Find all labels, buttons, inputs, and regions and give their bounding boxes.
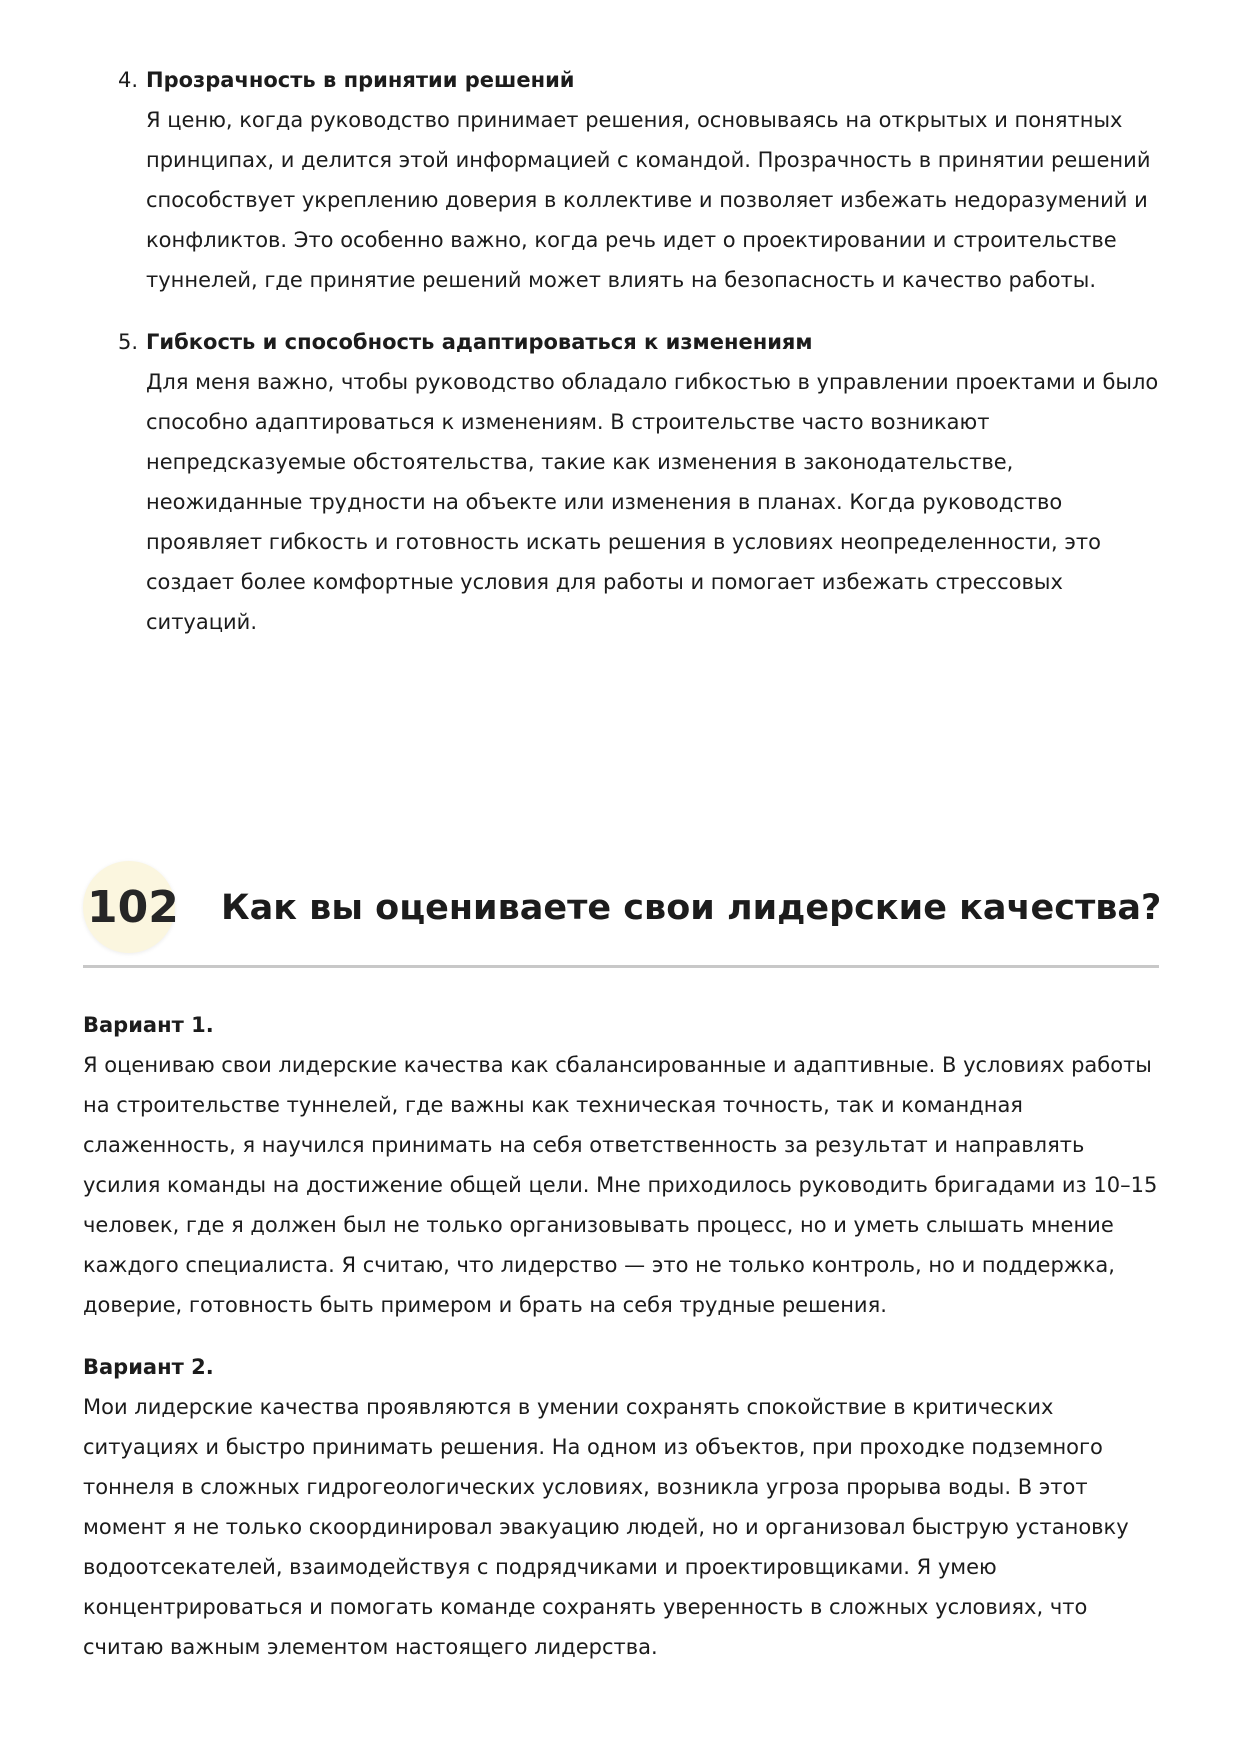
numbered-list <box>110 60 1170 664</box>
answer-variant <box>83 1347 1163 1667</box>
list-item-number: 4. <box>118 68 139 92</box>
list-item-heading: Прозрачность в принятии решений <box>146 68 575 92</box>
list-item <box>110 322 1170 642</box>
answer-label: Вариант 1. <box>83 1013 214 1037</box>
list-item-text: Для меня важно, чтобы руководство обладало гибкостью в управлении проектами и было способно адаптироваться к изменениям. В строительстве часто возникают непредсказуемые обстоятельства, такие как изменения в законодательстве, неожиданные трудности на объекте или изменения в планах. Когда руководство проявляет гибкость и готовность искать решения в условиях неопределенности, это создает более комфортные условия для работы и помогает избежать стрессовых ситуаций. <box>146 370 1159 634</box>
answer-variant <box>83 1005 1163 1325</box>
answer-text: Мои лидерские качества проявляются в умении сохранять спокойствие в критических ситуациях и быстро принимать решения. На одном из объектов, при проходке подземного тоннеля в сложных гидрогеологических условиях, возникла угроза прорыва воды. В этот момент я не только скоординировал эвакуацию людей, но и организовал быструю установку водоотсекателей, взаимодействуя с подрядчиками и проектировщиками. Я умею концентрироваться и помогать команде сохранять уверенность в сложных условиях, что считаю важным элементом настоящего лидерства. <box>83 1395 1129 1659</box>
list-item-text: Я ценю, когда руководство принимает решения, основываясь на открытых и понятных принципах, и делится этой информацией с командой. Прозрачность в принятии решений способствует укреплению доверия в коллективе и позволяет избежать недоразумений и конфликтов. Это особенно важно, когда речь идет о проектировании и строительстве туннелей, где принятие решений может влиять на безопасность и качество работы. <box>146 108 1151 292</box>
list-item <box>110 60 1170 300</box>
answer-text: Я оцениваю свои лидерские качества как сбалансированные и адаптивные. В условиях работы на строительстве туннелей, где важны как техническая точность, так и командная слаженность, я научился принимать на себя ответственность за результат и направлять усилия команды на достижение общей цели. Мне приходилось руководить бригадами из 10–15 человек, где я должен был не только организовывать процесс, но и уметь слышать мнение каждого специалиста. Я считаю, что лидерство — это не только контроль, но и поддержка, доверие, готовность быть примером и брать на себя трудные решения. <box>83 1053 1158 1317</box>
question-header <box>83 861 1162 968</box>
question-title: Как вы оцениваете свои лидерские качества? <box>221 888 1162 928</box>
answer-label: Вариант 2. <box>83 1355 214 1379</box>
question-number: 102 <box>87 882 179 933</box>
list-item-heading: Гибкость и способность адаптироваться к изменениям <box>146 330 813 354</box>
list-item-number: 5. <box>118 330 139 354</box>
answers-section <box>83 1005 1163 1689</box>
